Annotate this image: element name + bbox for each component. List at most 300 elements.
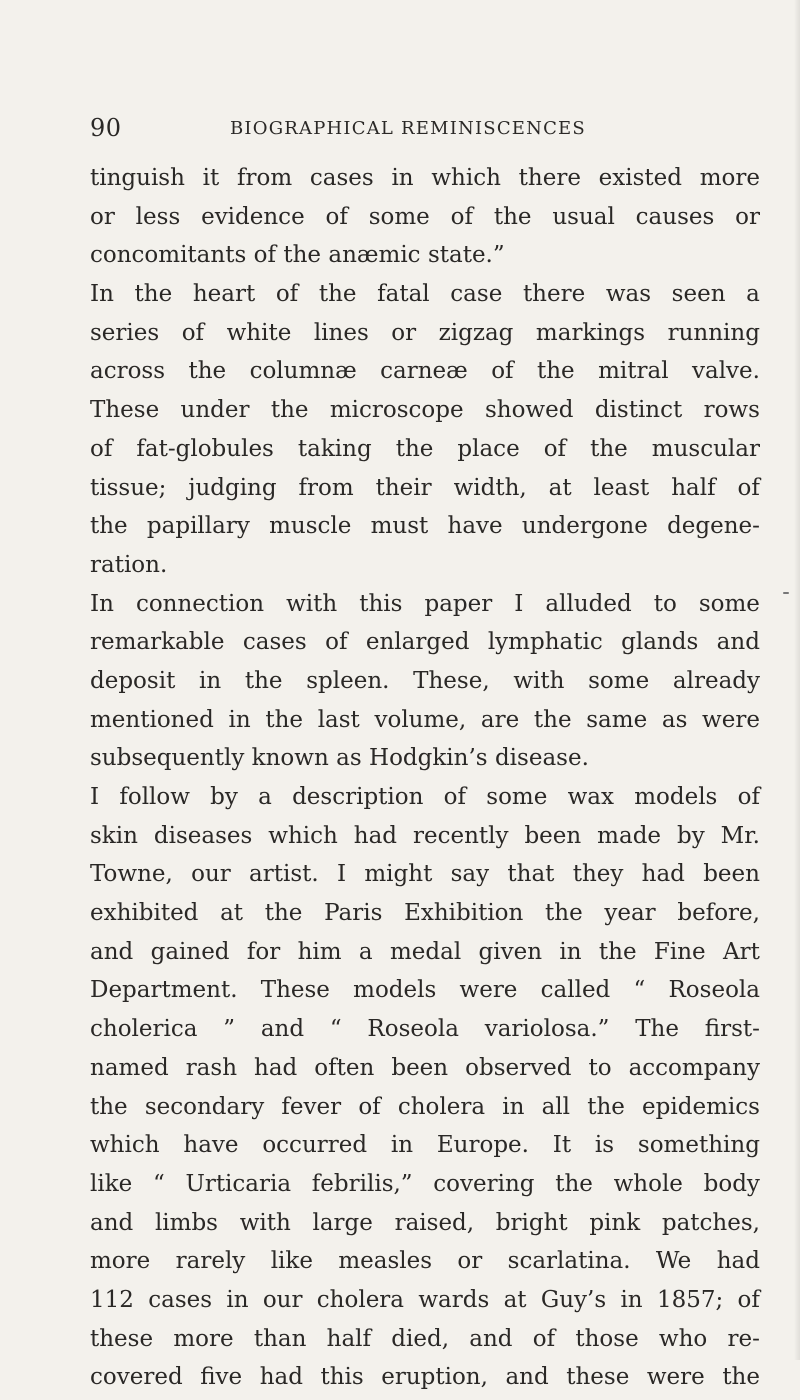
word: under [180,397,250,424]
word: named [90,1054,169,1081]
word: something [637,1132,760,1159]
word: occurred [262,1132,368,1159]
word: causes [635,203,715,230]
word: showed [484,397,574,424]
text-line [90,1245,760,1284]
word: muscle [269,513,352,540]
word: all [541,1093,571,1120]
word: were [646,1364,705,1391]
word: been [703,861,760,888]
word: from [237,165,293,191]
word: the [283,242,322,269]
word: first- [704,1016,760,1043]
word: medal [389,938,462,965]
word: columnæ [249,358,357,385]
word: width, [453,474,527,501]
word: of [181,319,205,346]
text-line [90,394,760,433]
word: the [264,900,303,927]
word: skin [90,822,138,849]
word: is [594,1132,615,1159]
word: cases [242,629,307,656]
word: as [661,706,688,733]
word: of [737,1286,760,1313]
word: glands [621,629,699,656]
word: the [134,281,173,308]
word: Fine [653,938,706,965]
word: across [90,358,166,385]
word: the [188,358,227,385]
word: the [536,358,575,385]
word: had [353,822,398,849]
word: of [90,435,113,462]
word: been [524,822,582,849]
word: already [672,667,760,694]
text-line [90,510,760,549]
word: The [635,1016,679,1043]
word: tissue; [90,474,167,501]
word: these [566,1364,630,1391]
word: In [90,281,114,308]
word: judging [188,474,277,501]
word: heart [192,281,256,308]
body-text [90,162,760,1400]
word: fever [281,1093,342,1120]
word: the [265,706,304,733]
word: with [513,667,565,694]
word: cholera [316,1286,405,1313]
word: Paris [324,900,383,927]
word: “ [152,1170,165,1197]
word: of [325,629,348,656]
word: at [548,474,572,501]
page-number: 90 [90,114,122,142]
word: it [202,165,220,191]
word: the [90,1093,128,1120]
word: must [370,513,429,540]
word: this [359,590,403,617]
word: seen [671,281,726,308]
word: the [598,938,637,965]
word: been [391,1054,449,1081]
word: description [292,784,424,810]
word: to [588,1054,612,1081]
word: Mr. [720,822,760,849]
word: usual [552,203,615,230]
word: paper [424,590,493,617]
word: series [90,319,160,346]
word: I [337,861,347,888]
word: the [90,513,128,540]
word: limbs [154,1209,218,1236]
text-line [90,201,760,240]
word: Exhibition [404,900,524,927]
word: might [364,861,433,888]
word: Europe. [436,1132,529,1159]
word: least [593,474,650,501]
word: Roseola [367,1016,459,1043]
word: exhibited [90,900,199,927]
word: models [353,977,437,1004]
word: by [676,822,705,849]
word: than [253,1325,307,1352]
word: of [737,474,760,501]
word: recently [412,822,509,849]
word: microscope [329,397,464,424]
word: tinguish [90,165,185,191]
word: which [268,822,338,849]
word: body [703,1170,760,1197]
word: artist. [249,861,319,888]
word: re- [727,1325,760,1352]
running-head: BIOGRAPHICAL REMINISCENCES [230,118,586,139]
word: were [702,706,760,733]
text-line [90,1284,760,1323]
word: models [634,784,718,810]
word: febrilis,” [311,1170,413,1197]
text-line [90,858,760,897]
word: in [228,706,251,733]
word: These [260,977,330,1004]
word: which [431,165,501,191]
text-line [90,239,760,278]
word: and [90,938,134,965]
word: concomitants [90,242,247,269]
word: existed [598,165,682,191]
word: case [450,281,503,308]
word: disease. [494,745,589,772]
word: at [220,900,244,927]
word: the [244,667,283,694]
word: him [297,938,342,965]
word: enlarged [365,629,470,656]
word: fat-globules [136,435,274,462]
word: in [391,165,414,191]
word: the [590,435,628,462]
word: 112 [90,1286,134,1313]
word: measles [338,1248,433,1275]
word: cholerica [90,1016,198,1043]
word: of [358,1093,381,1120]
page-header [90,114,760,144]
word: a [358,938,373,965]
text-line [90,1207,760,1246]
word: less [135,203,181,230]
word: like [90,1170,133,1197]
text-line [90,549,760,588]
text-line [90,1361,760,1400]
word: scarlatina. [507,1248,631,1275]
text-line [90,1129,760,1168]
word: have [447,513,503,540]
word: of [491,358,514,385]
word: and [90,1209,134,1236]
word: wards [418,1286,490,1313]
word: volume, [374,706,467,733]
word: or [391,319,417,346]
word: the [395,435,434,462]
text-line [90,1168,760,1207]
word: the [270,397,309,424]
word: the [533,706,572,733]
word: half [326,1325,372,1352]
word: in [226,1286,249,1313]
text-line [90,704,760,743]
word: say [450,861,490,888]
word: I [90,784,100,810]
word: in [390,1132,414,1159]
word: Roseola [668,977,760,1004]
word: variolosa.” [484,1016,610,1043]
word: some [698,590,760,617]
word: In [90,590,114,617]
word: whole [613,1170,683,1197]
word: rash [185,1054,238,1081]
word: papillary [146,513,250,540]
word: more [173,1325,234,1352]
word: made [597,822,662,849]
word: patches, [661,1209,760,1236]
word: the [722,1364,760,1391]
text-line [90,1091,760,1130]
word: fatal [377,281,430,308]
word: carneæ [380,358,468,385]
word: anæmic [328,242,421,269]
word: more [90,1248,151,1275]
word: some [486,784,548,810]
word: to [653,590,677,617]
word: large [312,1209,373,1236]
word: same [586,706,648,733]
word: those [575,1325,639,1352]
margin-mark [783,592,789,594]
word: some [368,203,430,230]
word: connection [135,590,265,617]
text-line [90,974,760,1013]
word: evidence [201,203,305,230]
word: of [325,203,348,230]
word: there [518,165,581,191]
word: “ [633,977,646,1004]
word: valve. [691,358,760,385]
word: secondary [144,1093,265,1120]
text-line [90,317,760,356]
word: Art [723,938,760,965]
text-line [90,472,760,511]
word: muscular [651,435,760,462]
word: pink [589,1209,641,1236]
word: Guy’s [540,1286,607,1313]
word: who [658,1325,708,1352]
word: wax [567,784,614,810]
word: covering [433,1170,535,1197]
word: the [545,900,583,927]
word: died, [391,1325,450,1352]
word: accompany [628,1054,760,1081]
word: from [298,474,354,501]
word: which [90,1132,160,1159]
word: are [480,706,520,733]
word: markings [535,319,646,346]
word: was [605,281,652,308]
word: their [375,474,432,501]
word: they [572,861,624,888]
text-line [90,665,760,704]
page-edge-shadow [794,0,800,1360]
text-line [90,781,760,820]
word: rows [703,397,760,424]
word: our [191,861,231,888]
word: for [246,938,281,965]
word: ration. [90,551,168,578]
word: of [443,784,467,810]
word: had [641,861,685,888]
word: more [699,165,760,191]
word: before, [677,900,760,927]
word: rarely [175,1248,246,1275]
text-line [90,742,760,781]
word: of [253,242,276,269]
word: “ [329,1016,342,1043]
word: or [457,1248,483,1275]
word: by [210,784,238,810]
word: called [540,977,611,1004]
word: of [275,281,299,308]
word: in [502,1093,525,1120]
word: a [746,281,760,308]
word: the [318,281,357,308]
word: deposit [90,667,176,694]
word: zigzag [438,319,514,346]
word: Towne, [90,861,173,888]
word: last [317,706,360,733]
word: of [532,1325,556,1352]
word: white [226,319,292,346]
word: five [200,1364,243,1391]
word: often [314,1054,375,1081]
word: had [254,1054,298,1081]
word: lines [313,319,369,346]
word: cases [309,165,374,191]
word: diseases [153,822,253,849]
word: or [90,203,115,230]
word: in [620,1286,643,1313]
word: mitral [598,358,669,385]
text-line [90,897,760,936]
word: were [459,977,518,1004]
word: as [336,745,362,772]
word: and [716,629,760,656]
word: We [655,1248,692,1275]
text-line [90,588,760,627]
word: bright [495,1209,568,1236]
text-line [90,1323,760,1362]
word: that [507,861,555,888]
text-line [90,936,760,975]
word: this [320,1364,364,1391]
word: place [457,435,520,462]
word: alluded [545,590,632,617]
word: given [478,938,543,965]
text-line [90,162,760,201]
word: these [90,1325,154,1352]
word: These, [413,667,490,694]
word: of [450,203,473,230]
word: cholera [397,1093,486,1120]
word: Department. [90,977,238,1004]
word: had [259,1364,303,1391]
word: year [604,900,656,927]
text-line [90,355,760,394]
word: at [503,1286,527,1313]
word: known [251,745,329,772]
word: These [90,397,160,424]
word: some [588,667,650,694]
word: state.” [427,242,505,269]
word: distinct [594,397,683,424]
word: covered [90,1364,183,1391]
word: degene- [667,513,760,540]
word: ” [223,1016,236,1043]
word: a [258,784,272,810]
word: running [667,319,760,346]
word: spleen. [306,667,390,694]
word: like [270,1248,313,1275]
word: mentioned [90,706,214,733]
word: have [183,1132,239,1159]
text-line [90,433,760,472]
word: I [514,590,524,617]
word: cases [148,1286,213,1313]
word: Urticaria [185,1170,292,1197]
word: raised, [394,1209,475,1236]
word: Hodgkin’s [369,745,488,772]
word: 1857; [656,1286,724,1313]
word: of [543,435,567,462]
word: or [735,203,760,230]
word: in [559,938,582,965]
word: It [552,1132,572,1159]
word: eruption, [381,1364,488,1391]
text-line [90,820,760,859]
word: follow [119,784,190,810]
word: the [493,203,532,230]
word: in [199,667,222,694]
word: had [716,1248,760,1275]
word: the [555,1170,593,1197]
text-line [90,626,760,665]
word: and [505,1364,549,1391]
word: taking [297,435,372,462]
word: half [671,474,716,501]
word: of [737,784,760,810]
word: and [469,1325,513,1352]
word: subsequently [90,745,245,772]
text-line [90,1013,760,1052]
word: undergone [521,513,648,540]
word: gained [150,938,230,965]
text-line [90,278,760,317]
word: remarkable [90,629,225,656]
word: observed [465,1054,572,1081]
word: there [522,281,586,308]
text-line [90,1052,760,1091]
word: lymphatic [487,629,603,656]
word: with [239,1209,291,1236]
word: epidemics [642,1093,760,1120]
word: our [262,1286,303,1313]
word: with [286,590,338,617]
